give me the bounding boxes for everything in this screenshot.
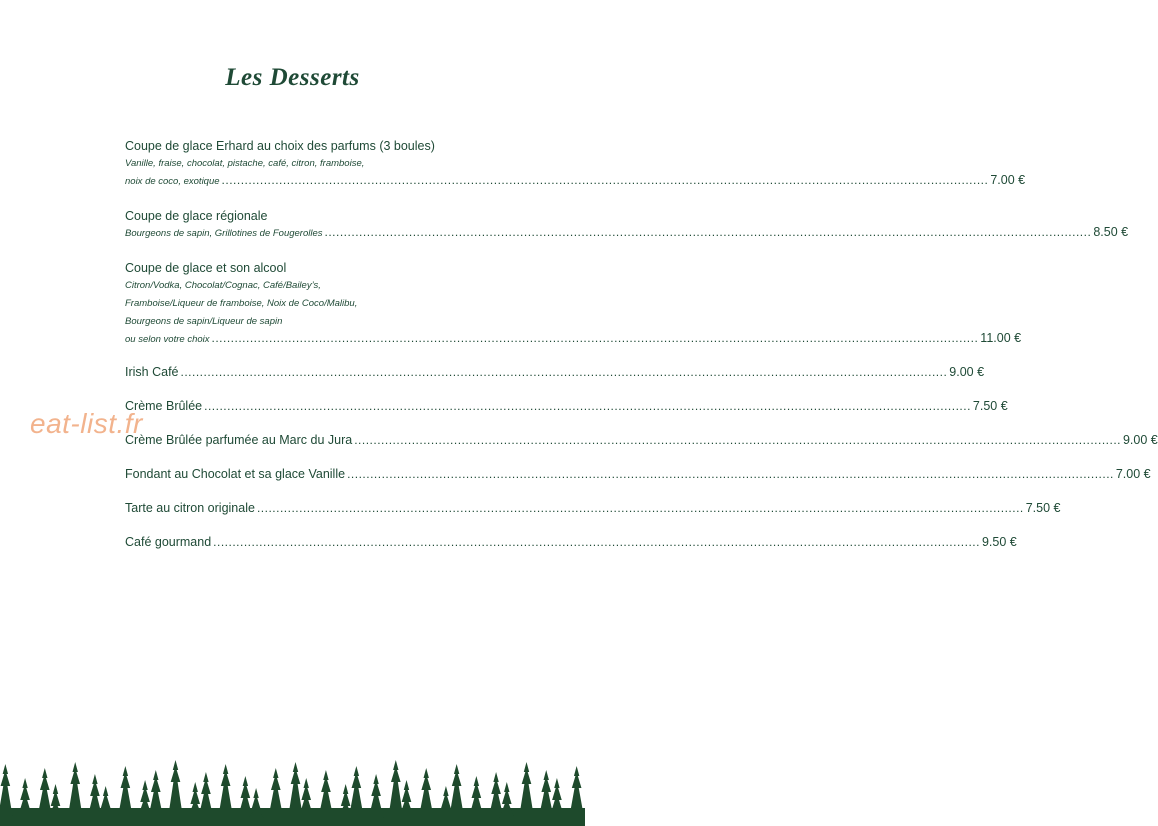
tree-icon xyxy=(268,768,283,818)
tree-icon xyxy=(519,762,534,818)
item-description: noix de coco, exotique xyxy=(125,176,220,187)
dot-leader: ........................................................................................................................................................................................................ xyxy=(180,365,948,379)
tree-icon xyxy=(499,782,514,818)
tree-icon xyxy=(399,780,414,818)
tree-icon xyxy=(218,764,233,818)
dessert-menu xyxy=(125,137,1158,569)
item-description: Framboise/Liqueur de framboise, Noix de Coco/Malibu, xyxy=(125,298,358,309)
tree-icon xyxy=(148,770,163,818)
item-name: Café gourmand xyxy=(125,535,212,549)
tree-icon xyxy=(0,764,13,818)
tree-icon xyxy=(18,778,33,818)
page-title: Les Desserts xyxy=(225,64,360,91)
dot-leader: ........................................................................................................................................................................................................ xyxy=(221,173,989,187)
tree-icon xyxy=(68,762,83,818)
dot-leader: ........................................................................................................................................................................................................ xyxy=(324,225,1092,239)
item-name: Coupe de glace Erhard au choix des parfums (3 boules) xyxy=(125,139,435,153)
tree-icon xyxy=(238,776,253,818)
tree-icon xyxy=(569,766,584,818)
item-price: 7.50 € xyxy=(972,399,1008,413)
item-description: ou selon votre choix xyxy=(125,334,210,345)
tree-icon xyxy=(369,774,384,818)
item-description: Bourgeons de sapin, Grillotines de Fougerolles xyxy=(125,228,323,239)
tree-icon xyxy=(318,770,333,818)
item-name: Coupe de glace régionale xyxy=(125,209,268,223)
menu-item xyxy=(125,137,1026,187)
item-price: 9.00 € xyxy=(1122,433,1158,447)
dot-leader: ........................................................................................................................................................................................................ xyxy=(256,501,1024,515)
tree-icon xyxy=(489,772,504,818)
menu-item xyxy=(125,433,1158,447)
menu-item xyxy=(125,365,985,379)
tree-icon xyxy=(419,768,434,818)
price-row xyxy=(125,225,1129,239)
tree-icon xyxy=(388,760,403,818)
tree-icon xyxy=(469,776,484,818)
item-name: Fondant au Chocolat et sa glace Vanille xyxy=(125,467,346,481)
tree-icon xyxy=(449,764,464,818)
item-price: 7.00 € xyxy=(1115,467,1151,481)
menu-item xyxy=(125,535,1017,549)
menu-item xyxy=(125,259,1022,345)
tree-icon xyxy=(539,770,554,818)
tree-icon xyxy=(349,766,364,818)
price-row xyxy=(125,173,1026,187)
item-price: 11.00 € xyxy=(980,331,1022,345)
dot-leader: ........................................................................................................................................................................................................ xyxy=(211,331,979,345)
item-name: Coupe de glace et son alcool xyxy=(125,261,287,275)
dot-leader: ........................................................................................................................................................................................................ xyxy=(213,535,980,549)
menu-item xyxy=(125,207,1129,239)
tree-icon xyxy=(87,774,102,818)
dot-leader: ........................................................................................................................................................................................................ xyxy=(204,399,971,413)
item-name: Crème Brûlée xyxy=(125,399,203,413)
forest-silhouette xyxy=(0,756,585,826)
watermark-logo: eat-list.fr xyxy=(30,408,143,439)
dot-leader: ........................................................................................................................................................................................................ xyxy=(354,433,1121,447)
tree-icon xyxy=(168,760,183,818)
dot-leader: ........................................................................................................................................................................................................ xyxy=(347,467,1114,481)
item-price: 9.50 € xyxy=(981,535,1017,549)
item-description: Citron/Vodka, Chocolat/Cognac, Café/Bailey’s, xyxy=(125,280,321,291)
item-price: 9.00 € xyxy=(949,365,985,379)
item-name: Tarte au citron originale xyxy=(125,501,255,515)
tree-icon xyxy=(288,762,303,818)
tree-icon xyxy=(299,778,314,818)
menu-item xyxy=(125,501,1061,515)
tree-icon xyxy=(198,772,213,818)
item-description: Bourgeons de sapin/Liqueur de sapin xyxy=(125,316,283,327)
item-name: Irish Café xyxy=(125,365,179,379)
menu-item xyxy=(125,399,1008,413)
item-price: 7.00 € xyxy=(990,173,1026,187)
item-price: 7.50 € xyxy=(1025,501,1061,515)
tree-icon xyxy=(37,768,52,818)
item-description: Vanille, fraise, chocolat, pistache, café, citron, framboise, xyxy=(125,158,365,169)
price-row xyxy=(125,331,1022,345)
menu-item xyxy=(125,467,1151,481)
item-price: 8.50 € xyxy=(1093,225,1129,239)
tree-icon xyxy=(118,766,133,818)
tree-icon xyxy=(549,778,564,818)
item-name: Crème Brûlée parfumée au Marc du Jura xyxy=(125,433,353,447)
